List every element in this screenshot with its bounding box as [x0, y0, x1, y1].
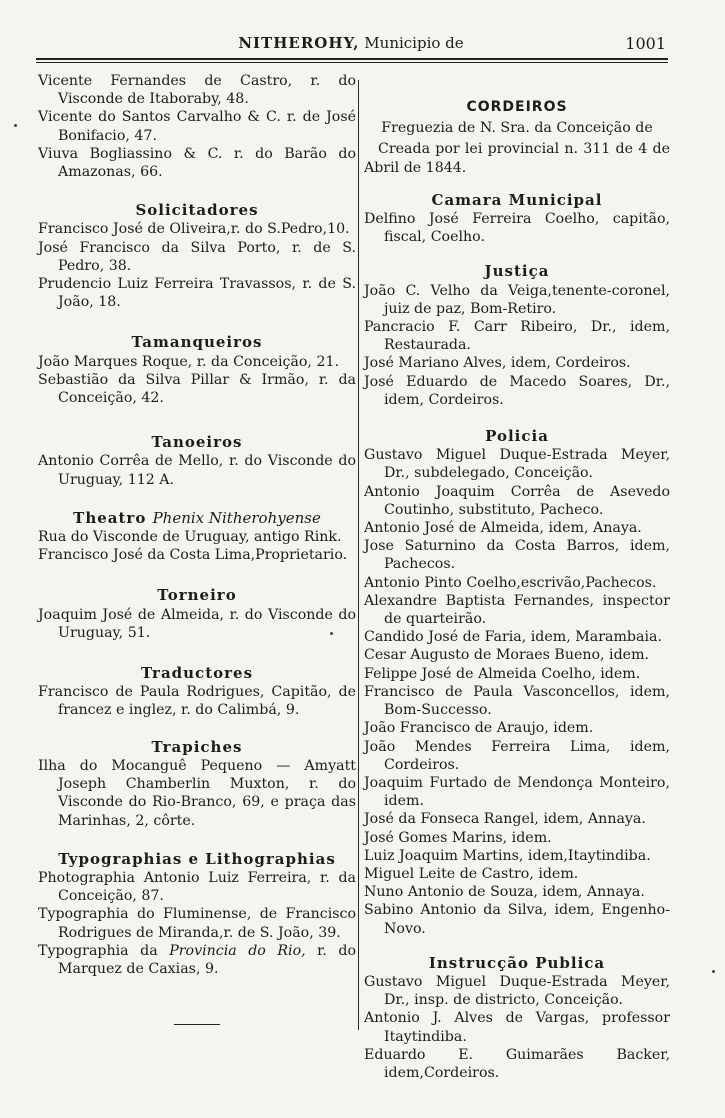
theatro-name: Phenix Nitherohyense — [152, 508, 321, 527]
directory-entry: Gustavo Miguel Duque-Estrada Meyer, Dr., insp. de districto, Conceição. — [364, 973, 670, 1009]
directory-entry: Antonio J. Alves de Vargas, professor Itaytindiba. — [364, 1010, 670, 1045]
section-heading-justica: Justiça — [484, 262, 550, 281]
section-heading-theatro — [38, 509, 356, 527]
directory-entry: Francisco José de Oliveira,r. do S.Pedro,10. — [38, 221, 350, 238]
directory-entry — [38, 942, 356, 978]
directory-entry: Vicente Fernandes de Castro, r. do Visconde de Itaboraby, 48. — [38, 73, 356, 108]
cordeiros-creation: Creada por lei provincial n. 311 de 4 de Abril de 1844. — [364, 141, 670, 176]
column-divider — [358, 80, 359, 1030]
ink-speck — [712, 970, 715, 973]
ink-speck — [330, 632, 333, 635]
section-heading-policia: Policia — [485, 427, 549, 446]
section-heading-cordeiros: CORDEIROS — [466, 99, 568, 115]
directory-entry: Luiz Joaquim Martins, idem,Itaytindiba. — [364, 847, 651, 864]
entry-text: r. do Marquez de Caxias, 9. — [58, 942, 356, 977]
section-heading-typographias: Typographias e Lithographias — [58, 849, 336, 868]
left-column — [38, 72, 356, 1025]
ink-speck — [14, 124, 17, 127]
directory-entry: José Francisco da Silva Porto, r. de S. Pedro, 38. — [38, 239, 356, 274]
directory-entry: Joaquim José de Almeida, r. do Visconde do Uruguay, 51. — [38, 606, 356, 641]
entry-text: Typographia da — [38, 942, 170, 959]
directory-entry: João Mendes Ferreira Lima, idem, Cordeiros. — [364, 738, 670, 773]
directory-entry: Candido José de Faria, idem, Marambaia. — [364, 629, 662, 646]
theatro-label: Theatro — [73, 508, 147, 527]
running-title-city: NITHEROHY, — [238, 34, 360, 52]
directory-entry: Joaquim Furtado de Mendonça Monteiro, idem. — [364, 774, 670, 810]
header-rule — [36, 58, 668, 63]
section-heading-instruccao: Instrucção Publica — [428, 953, 606, 972]
directory-entry: Felippe José de Almeida Coelho, idem. — [364, 665, 641, 682]
directory-entry: Prudencio Luiz Ferreira Travassos, r. de S. João, 18. — [38, 276, 356, 311]
entry-newspaper-name: Provincia do Rio, — [169, 942, 306, 959]
page-number: 1001 — [625, 34, 666, 53]
directory-entry: Antonio José de Almeida, idem, Anaya. — [364, 520, 642, 537]
directory-entry: Antonio Joaquim Corrêa de Asevedo Coutinho, substituto, Pacheco. — [364, 483, 670, 518]
section-heading-tamanqueiros: Tamanqueiros — [131, 333, 263, 352]
directory-entry: Ilha do Mocanguê Pequeno — Amyatt Joseph Chamberlin Muxton, r. do Visconde do Rio-Branco, 69, e praça das Marinhas, 2, côrte. — [38, 757, 356, 829]
directory-entry: Antonio Corrêa de Mello, r. do Visconde do Uruguay, 112 A. — [38, 453, 356, 488]
directory-entry: Delfino José Ferreira Coelho, capitão, fiscal, Coelho. — [364, 211, 670, 246]
directory-entry: Photographia Antonio Luiz Ferreira, r. da Conceição, 87. — [38, 869, 356, 905]
directory-entry: Francisco de Paula Vasconcellos, idem, Bom-Successo. — [364, 683, 670, 719]
directory-entry: Jose Saturnino da Costa Barros, idem, Pachecos. — [364, 538, 670, 573]
section-heading-tanoeiros: Tanoeiros — [151, 433, 243, 452]
directory-entry: Alexandre Baptista Fernandes, inspector de quarteirão. — [364, 592, 670, 628]
section-heading-camara: Camara Municipal — [431, 190, 603, 209]
directory-entry: José da Fonseca Rangel, idem, Annaya. — [364, 811, 646, 828]
directory-entry: João Marques Roque, r. da Conceição, 21. — [38, 353, 340, 370]
directory-entry: Vicente do Santos Carvalho & C. r. de José Bonifacio, 47. — [38, 109, 356, 144]
cordeiros-subtitle: Freguezia de N. Sra. da Conceição de — [381, 120, 653, 137]
theatro-proprietor: Francisco José da Costa Lima,Proprietario. — [38, 547, 348, 564]
directory-entry: Gustavo Miguel Duque-Estrada Meyer, Dr., subdelegado, Conceição. — [364, 447, 670, 482]
directory-entry: Sebastião da Silva Pillar & Irmão, r. da Conceição, 42. — [38, 371, 356, 407]
directory-entry: Antonio Pinto Coelho,escrivão,Pachecos. — [364, 574, 657, 591]
directory-entry: Francisco de Paula Rodrigues, Capitão, de francez e inglez, r. do Calimbá, 9. — [38, 684, 356, 719]
running-title — [36, 34, 666, 52]
directory-entry: Miguel Leite de Castro, idem. — [364, 865, 579, 882]
directory-entry: Nuno Antonio de Souza, idem, Annaya. — [364, 884, 645, 901]
directory-entry: Viuva Bogliassino & C. r. do Barão do Amazonas, 66. — [38, 145, 356, 181]
directory-entry: José Eduardo de Macedo Soares, Dr., idem, Cordeiros. — [364, 373, 670, 408]
directory-entry: José Gomes Marins, idem. — [364, 829, 552, 846]
right-column — [364, 72, 670, 1082]
directory-entry: João C. Velho da Veiga,tenente-coronel, juiz de paz, Bom-Retiro. — [364, 282, 670, 317]
running-title-rest: Municipio de — [359, 34, 464, 52]
directory-entry: José Mariano Alves, idem, Cordeiros. — [364, 355, 631, 372]
page-header — [36, 34, 666, 58]
theatro-address: Rua do Visconde de Uruguay, antigo Rink. — [38, 529, 342, 546]
section-heading-trapiches: Trapiches — [151, 737, 243, 756]
directory-entry: Eduardo E. Guimarães Backer, idem,Cordeiros. — [364, 1046, 670, 1081]
directory-entry: Cesar Augusto de Moraes Bueno, idem. — [364, 647, 650, 664]
directory-entry: João Francisco de Araujo, idem. — [364, 720, 594, 737]
section-heading-traductores: Traductores — [140, 664, 254, 683]
section-heading-solicitadores: Solicitadores — [135, 201, 259, 220]
directory-entry: Pancracio F. Carr Ribeiro, Dr., idem, Restaurada. — [364, 319, 670, 354]
directory-entry: Sabino Antonio da Silva, idem, Engenho-Novo. — [364, 902, 670, 937]
directory-entry: Typographia do Fluminense, de Francisco Rodrigues de Miranda,r. de S. João, 39. — [38, 906, 356, 941]
end-rule — [174, 1024, 220, 1025]
section-heading-torneiro: Torneiro — [157, 586, 237, 605]
